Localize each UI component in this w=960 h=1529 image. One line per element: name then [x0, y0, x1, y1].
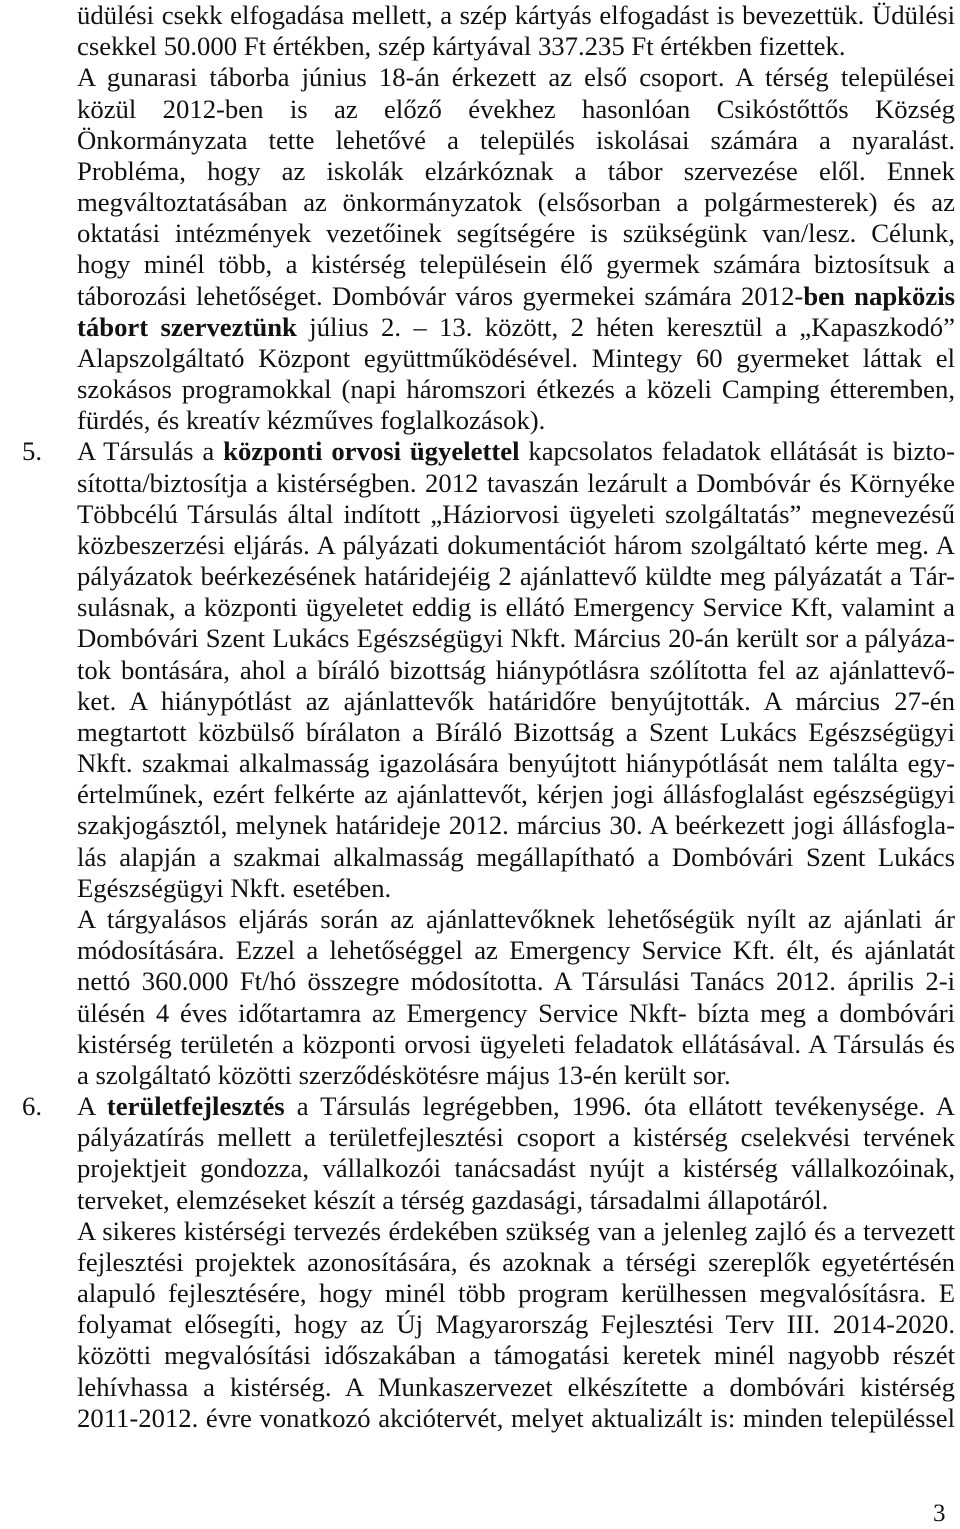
text-line [22, 1091, 955, 1122]
text-segment: Egészségügyi Nkft. esetében. [77, 872, 392, 903]
text-line [77, 1372, 955, 1403]
text-line [77, 655, 955, 686]
text-segment: üdülési csekk elfogadása mellett, a szép kártyás elfogadást is bevezettük. Üdülési [77, 0, 955, 30]
text-line [77, 218, 955, 249]
text-segment: sította/biztosítja a kistérségben. 2012 tavaszán lezárult a Dombóvár és Környéke [77, 467, 955, 498]
text-segment: ket. A hiánypótlást az ajánlattevők határidőre benyújtották. A március 27-én [77, 685, 955, 716]
text-segment: pályázatírás mellett a területfejlesztési csoport a kistérség cselekvési tervének [77, 1122, 955, 1153]
text-segment: A gunarasi táborba június 18-án érkezett az első csoport. A térség települései [77, 62, 955, 93]
text-line [77, 842, 955, 873]
text-line [77, 592, 955, 623]
text-segment: lás alapján a szakmai alkalmasság megállapítható a Dombóvári Szent Lukács [77, 841, 955, 872]
text-line [77, 1153, 955, 1184]
text-line [77, 249, 955, 280]
text-segment: hogy minél több, a kistérség településein élő gyermek számára biztosítsuk a [77, 249, 955, 280]
text-line [22, 436, 955, 467]
text-line [77, 810, 955, 841]
text-line [77, 779, 955, 810]
text-line [77, 623, 955, 654]
text-segment: értelműnek, ezért felkérte az ajánlattevőt, kérjen jogi állásfoglalást egészségügyi [77, 779, 955, 810]
text-segment: sulásnak, a központi ügyeletet eddig is ellátó Emergency Service Kft, valamint a [77, 592, 955, 623]
text-line [77, 343, 955, 374]
bold-text: ben napközis [803, 280, 955, 311]
text-segment: fejlesztési projektek azonosítására, és azoknak a térségi szereplők egyetértésén [77, 1246, 955, 1277]
text-line [77, 998, 955, 1029]
text-line [77, 1122, 955, 1153]
text-segment: ülésén 4 éves időtartamra az Emergency Service Nkft- bízta meg a dombóvári [77, 997, 955, 1028]
text-line [77, 748, 955, 779]
text-segment: táborozási lehetőséget. Dombóvár város gyermekei számára 2012- [77, 280, 804, 311]
text-line [77, 966, 955, 997]
page-number: 3 [933, 1500, 946, 1527]
text-segment: Nkft. szakmai alkalmasság igazolására benyújtott hiánypótlását nem találta egy- [77, 748, 955, 779]
text-line [77, 31, 955, 62]
text-segment: A tárgyalásos eljárás során az ajánlattevőknek lehetőségük nyílt az ajánlati ár [77, 903, 955, 934]
text-line [77, 312, 955, 343]
text-line [77, 1247, 955, 1278]
bold-text: tábort szerveztünk [77, 311, 297, 342]
text-segment: közül 2012-ben is az előző évekhez hasonlóan Csikóstőttős Község [77, 93, 955, 124]
text-line [77, 187, 955, 218]
item-4-continuation [77, 0, 955, 436]
text-segment: módosítására. Ezzel a lehetőséggel az Emergency Service Kft. élt, és ajánlatát [77, 935, 955, 966]
text-line [77, 1340, 955, 1371]
text-segment: oktatási intézmények vezetőinek segítségére is szükségünk van/lesz. Célunk, [77, 218, 955, 249]
text-segment: 2011-2012. évre vonatkozó akciótervét, melyet aktualizált is: minden településsel [77, 1402, 955, 1433]
text-line [77, 62, 955, 93]
text-line [77, 374, 955, 405]
text-segment: közötti megvalósítási időszakában a támogatási keretek minél nagyobb részét [77, 1340, 955, 1371]
text-line [77, 904, 955, 935]
text-segment: szokásos programokkal (napi háromszori étkezés a közeli Camping étteremben, [77, 374, 955, 405]
text-line [77, 405, 955, 436]
text-segment: Többcélú Társulás által indított „Háziorvosi ügyeleti szolgáltatás” megnevezésű [77, 498, 955, 529]
text-line [77, 156, 955, 187]
text-line [77, 717, 955, 748]
list-number: 6. [22, 1091, 43, 1122]
text-segment: szakjogásztól, melynek határideje 2012. március 30. A beérkezett jogi állásfogla- [77, 810, 955, 841]
text-line [77, 1278, 955, 1309]
text-line [77, 1060, 955, 1091]
text-line [77, 1029, 955, 1060]
text-segment: folyamat elősegíti, hogy az Új Magyarország Fejlesztési Terv III. 2014-2020. [77, 1309, 955, 1340]
text-segment: közbeszerzési eljárás. A pályázati dokumentációt három szolgáltató kérte meg. A [77, 529, 955, 560]
text-line [77, 530, 955, 561]
text-segment: csekkel 50.000 Ft értékben, szép kártyával 337.235 Ft értékben fizettek. [77, 31, 846, 62]
text-segment: Alapszolgáltató Központ együttműködésével. Mintegy 60 gyermeket láttak el [77, 342, 955, 373]
text-segment: A Társulás a [77, 436, 224, 467]
text-segment: a szolgáltató közötti szerződéskötésre május 13-én került sor. [77, 1059, 731, 1090]
text-segment: megváltoztatásában az önkormányzatok (elsősorban a polgármesterek) és az [77, 187, 955, 218]
list-item-5 [22, 436, 955, 1091]
text-segment: lehívhassa a kistérség. A Munkaszervezet elkészítette a dombóvári kistérség [77, 1371, 955, 1402]
text-segment: Önkormányzata tette lehetővé a település iskolásai számára a nyaralást. [77, 124, 955, 155]
text-segment: Probléma, hogy az iskolák elzárkóznak a tábor szervezése elől. Ennek [77, 155, 955, 186]
text-line [77, 499, 955, 530]
bold-text: területfejlesztés [106, 1091, 285, 1122]
list-number: 5. [22, 436, 43, 467]
text-segment: fürdés, és kreatív kézműves foglalkozások). [77, 405, 546, 436]
text-line [77, 935, 955, 966]
text-segment: pályázatok beérkezésének határidejéig 2 ajánlattevő küldte meg pályázatát a Tár- [77, 561, 955, 592]
text-line [77, 686, 955, 717]
text-line [77, 1185, 955, 1216]
text-segment: nettó 360.000 Ft/hó összegre módosította. A Társulási Tanács 2012. április 2-i [77, 966, 955, 997]
text-segment: megtartott közbülső bírálaton a Bíráló Bizottság a Szent Lukács Egészségügyi [77, 716, 955, 747]
text-segment: a Társulás legrégebben, 1996. óta ellátott tevékenysége. A [284, 1091, 955, 1122]
text-line [77, 468, 955, 499]
text-line [77, 873, 955, 904]
document-body [22, 0, 955, 1434]
text-segment: kapcsolatos feladatok ellátását is bizto- [519, 436, 955, 467]
list-item-6 [22, 1091, 955, 1434]
text-segment: A [77, 1091, 107, 1122]
text-line [77, 1309, 955, 1340]
text-segment: július 2. – 13. között, 2 héten keresztül a „Kapaszkodó” [296, 311, 955, 342]
text-segment: alapuló fejlesztésére, hogy minél több program kerülhessen megvalósításra. E [77, 1278, 955, 1309]
text-segment: kistérség területén a központi orvosi ügyeleti feladatok ellátásával. A Társulás és [77, 1028, 955, 1059]
text-segment: A sikeres kistérségi tervezés érdekében szükség van a jelenleg zajló és a tervezett [77, 1215, 955, 1246]
text-line [77, 281, 955, 312]
text-line [77, 125, 955, 156]
text-segment: terveket, elemzéseket készít a térség gazdasági, társadalmi állapotáról. [77, 1184, 829, 1215]
text-line [77, 94, 955, 125]
text-line [77, 1216, 955, 1247]
text-line [77, 0, 955, 31]
text-segment: Dombóvári Szent Lukács Egészségügyi Nkft. Március 20-án került sor a pályáza- [77, 623, 955, 654]
bold-text: központi orvosi ügyelettel [223, 436, 520, 467]
text-segment: tok bontására, ahol a bíráló bizottság hiánypótlásra szólította fel az ajánlattevő- [77, 654, 955, 685]
text-line [77, 561, 955, 592]
text-segment: projektjeit gondozza, vállalkozói tanácsadást nyújt a kistérség vállalkozóinak, [77, 1153, 955, 1184]
text-line [77, 1403, 955, 1434]
